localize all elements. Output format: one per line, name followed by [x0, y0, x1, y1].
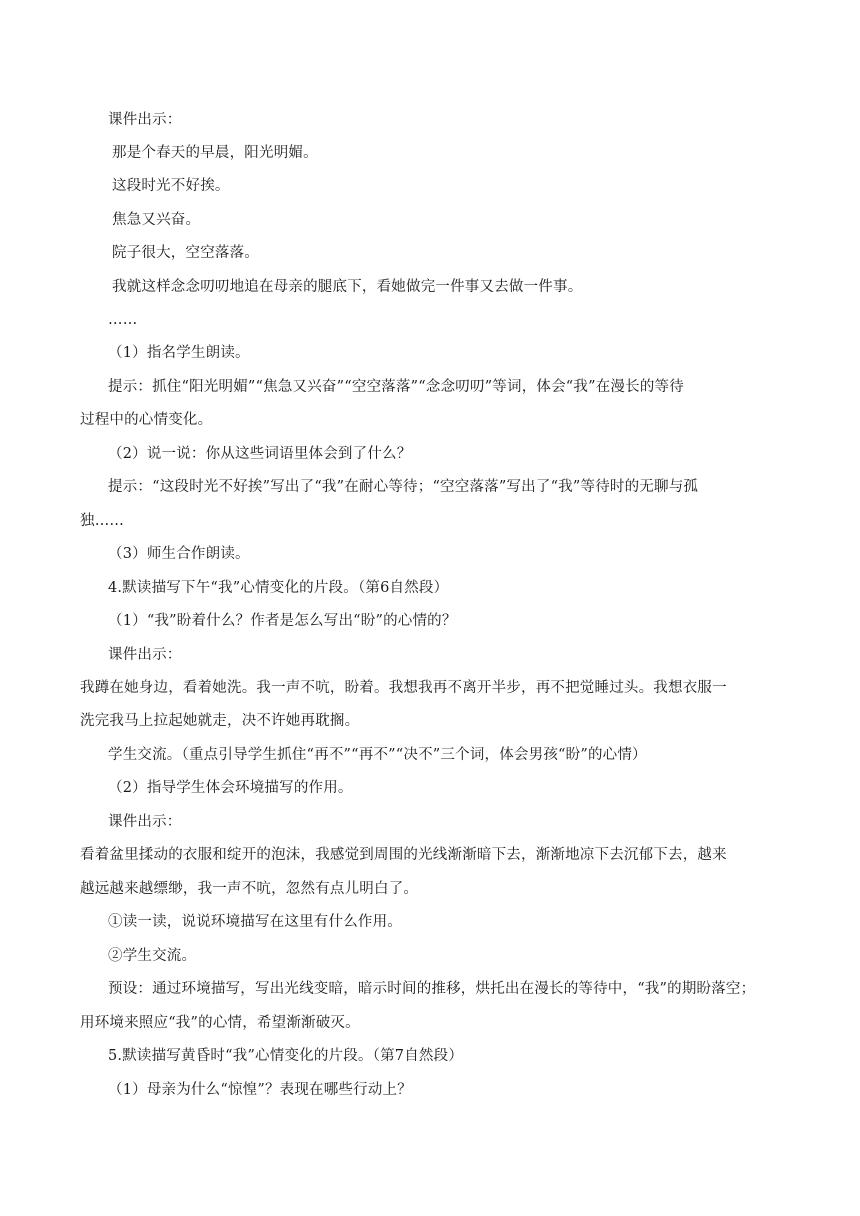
- text-line: 我蹲在她身边，看着她洗。我一声不吭，盼着。我想我再不离开半步，再不把觉睡过头。我想衣服一: [80, 680, 727, 696]
- text-line: 课件出示：: [108, 112, 182, 128]
- section-heading: 4.默读描写下午“我”心情变化的片段。（第6自然段）: [108, 580, 449, 596]
- section-heading: 5.默读描写黄昏时“我”心情变化的片段。（第7自然段）: [108, 1048, 464, 1064]
- text-line: 课件出示：: [108, 814, 182, 830]
- text-line: 院子很大，空空落落。: [112, 245, 259, 261]
- text-line: 那是个春天的早晨，阳光明媚。: [112, 145, 318, 161]
- text-line: 越远越来越缥缈，我一声不吭，忽然有点儿明白了。: [80, 881, 419, 897]
- text-line: （1）母亲为什么“惊惶”？表现在哪些行动上？: [108, 1082, 412, 1098]
- text-line: 我就这样念念叨叨地追在母亲的腿底下，看她做完一件事又去做一件事。: [112, 279, 583, 295]
- text-line: 课件出示：: [108, 647, 182, 663]
- text-line: 过程中的心情变化。: [80, 412, 213, 428]
- text-line: 焦急又兴奋。: [112, 212, 201, 228]
- text-line: （2）指导学生体会环境描写的作用。: [108, 780, 353, 796]
- text-line: 提示：抓住“阳光明媚”“焦急又兴奋”“空空落落”“念念叨叨”等词，体会“我”在漫长的等待: [108, 379, 684, 395]
- text-line: （1）指名学生朗读。: [108, 345, 250, 361]
- text-line: ②学生交流。: [108, 948, 197, 964]
- text-line: ①读一读，说说环境描写在这里有什么作用。: [108, 914, 402, 930]
- text-line: 这段时光不好挨。: [112, 178, 230, 194]
- text-line: 预设：通过环境描写，写出光线变暗，暗示时间的推移，烘托出在漫长的等待中，“我”的期盼落空；: [108, 981, 756, 997]
- text-line: （2）说一说：你从这些词语里体会到了什么？: [108, 446, 412, 462]
- text-line: 提示：“这段时光不好挨”写出了“我”在耐心等待；“空空落落”写出了“我”等待时的无聊与孤: [108, 479, 699, 495]
- text-line: 独……: [80, 513, 125, 529]
- text-line: 学生交流。（重点引导学生抓住“再不”“再不”“决不”三个词，体会男孩“盼”的心情）: [108, 747, 647, 763]
- ellipsis-line: ……: [108, 312, 138, 328]
- text-line: 用环境来照应“我”的心情，希望渐渐破灭。: [80, 1015, 360, 1031]
- text-line: 洗完我马上拉起她就走，决不许她再耽搁。: [80, 713, 360, 729]
- text-line: （3）师生合作朗读。: [108, 546, 250, 562]
- text-line: 看着盆里揉动的衣服和绽开的泡沫，我感觉到周围的光线渐渐暗下去，渐渐地凉下去沉郁下去，越来: [80, 847, 727, 863]
- text-line: （1）“我”盼着什么？作者是怎么写出“盼”的心情的？: [108, 613, 457, 629]
